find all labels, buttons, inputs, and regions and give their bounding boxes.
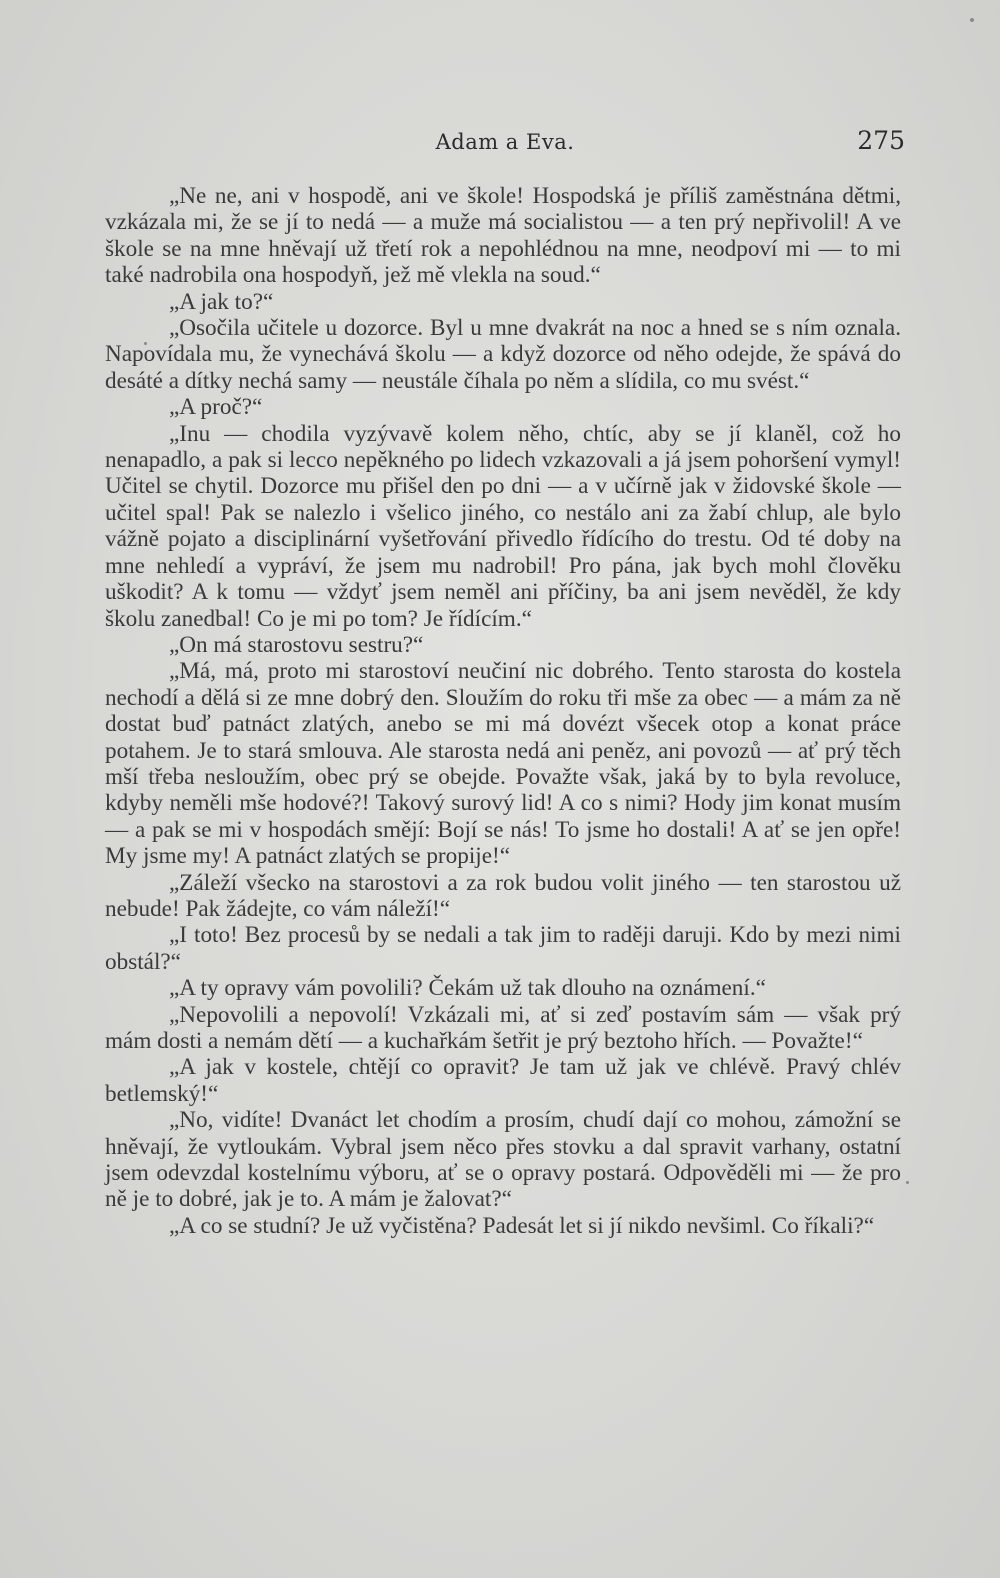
paragraph: „A jak to?“	[169, 288, 274, 315]
paragraph: „I toto! Bez procesů by se nedali a tak jim to raději daruji. Kdo by mezi nimi obstál?“	[105, 922, 901, 975]
paragraph: „A co se studní? Je už vyčistěna? Padesát let si jí nikdo nevšiml. Co říkali?“	[169, 1212, 875, 1239]
page-number: 275	[857, 126, 905, 155]
paragraph: „A proč?“	[169, 394, 263, 421]
paragraph: „Osočila učitele u dozorce. Byl u mne dvakrát na noc a hned se s ním oznala. Napovídala mu, že vynechává školu — a když dozorce od něho odejde, že spává do desáté a dítky nechá samy — neustále číhala po něm a slídila, co mu svést.“	[105, 315, 901, 394]
paragraph: „Nepovolili a nepovolí! Vzkázali mi, ať si zeď postavím sám — však prý mám dosti a nemám dětí — a kuchařkám šetřit je prý beztoho hřích. — Považte!“	[105, 1001, 901, 1054]
paragraph: „A jak v kostele, chtějí co opravit? Je tam už jak ve chlévě. Pravý chlév betlemský!“	[105, 1054, 901, 1107]
paper-speck	[906, 1181, 909, 1184]
paragraph: „On má starostovu sestru?“	[169, 631, 424, 658]
paragraph: „A ty opravy vám povolili? Čekám už tak dlouho na oznámení.“	[169, 975, 766, 1002]
paper-speck	[970, 18, 974, 22]
body-text	[105, 183, 901, 1239]
paragraph: „No, vidíte! Dvanáct let chodím a prosím, chudí dají co mohou, zámožní se hněvají, že vytloukám. Vybral jsem něco přes stovku a dal spravit varhany, ostatní jsem odevzdal kostelnímu výboru, ať se o opravy postará. Odpověděli mi — že pro ně je to dobré, jak je to. A mám je žalovat?“	[105, 1107, 901, 1213]
paragraph: „Má, má, proto mi starostoví neučiní nic dobrého. Tento starosta do kostela nechodí a dělá si ze mne dobrý den. Sloužím do roku tři mše za obec — a mám za ně dostat buď patnáct zlatých, anebo se mi má dovézt všecek otop a konat práce potahem. Je to stará smlouva. Ale starosta nedá ani peněz, ani povozů — ať prý těch mší třeba nesloužím, obec prý se obejde. Považte však, jaká by to byla revoluce, kdyby neměli mše hodové?! Takový surový lid! A co s nimi? Hody jim konat musím — a pak se mi v hospodách smějí: Bojí se nás! To jsme ho dostali! A ať se jen opře! My jsme my! A patnáct zlatých se propije!“	[105, 658, 901, 870]
running-head	[105, 126, 905, 160]
paragraph: „Inu — chodila vyzývavě kolem něho, chtíc, aby se jí klaněl, což ho nenapadlo, a pak si lecco nepěkného po lidech vzkazovali a já jsem pohoršení vymyl! Učitel se chytil. Dozorce mu přišel den po dni — a v učírně jak v židovské škole — učitel spal! Pak se nalezlo i všelico jiného, co nestálo ani za žabí chlup, ale bylo vážně pojato a disciplinární vyšetřování přivedlo řídícího do trestu. Od té doby na mne nehledí a vypráví, že jsem mu nadrobil! Pro pána, jak bych mohl člověku uškodit? A k tomu — vždyť jsem neměl ani příčiny, ba ani jsem nevěděl, že kdy školu zanedbal! Co je mi po tom? Je řídícím.“	[105, 420, 901, 632]
running-title: Adam a Eva.	[435, 130, 575, 154]
paragraph: „Ne ne, ani v hospodě, ani ve škole! Hospodská je příliš zaměstnána dětmi, vzkázala mi, že se jí to nedá — a muže má socialistou — a ten prý nepřivolil! A ve škole se na mne hněvají už třetí rok a nepohlédnou na mne, neodpoví mi — to mi také nadrobila ona hospodyň, jež mě vlekla na soud.“	[105, 183, 901, 289]
paragraph: „Záleží všecko na starostovi a za rok budou volit jiného — ten starostou už nebude! Pak žádejte, co vám náleží!“	[105, 869, 901, 922]
